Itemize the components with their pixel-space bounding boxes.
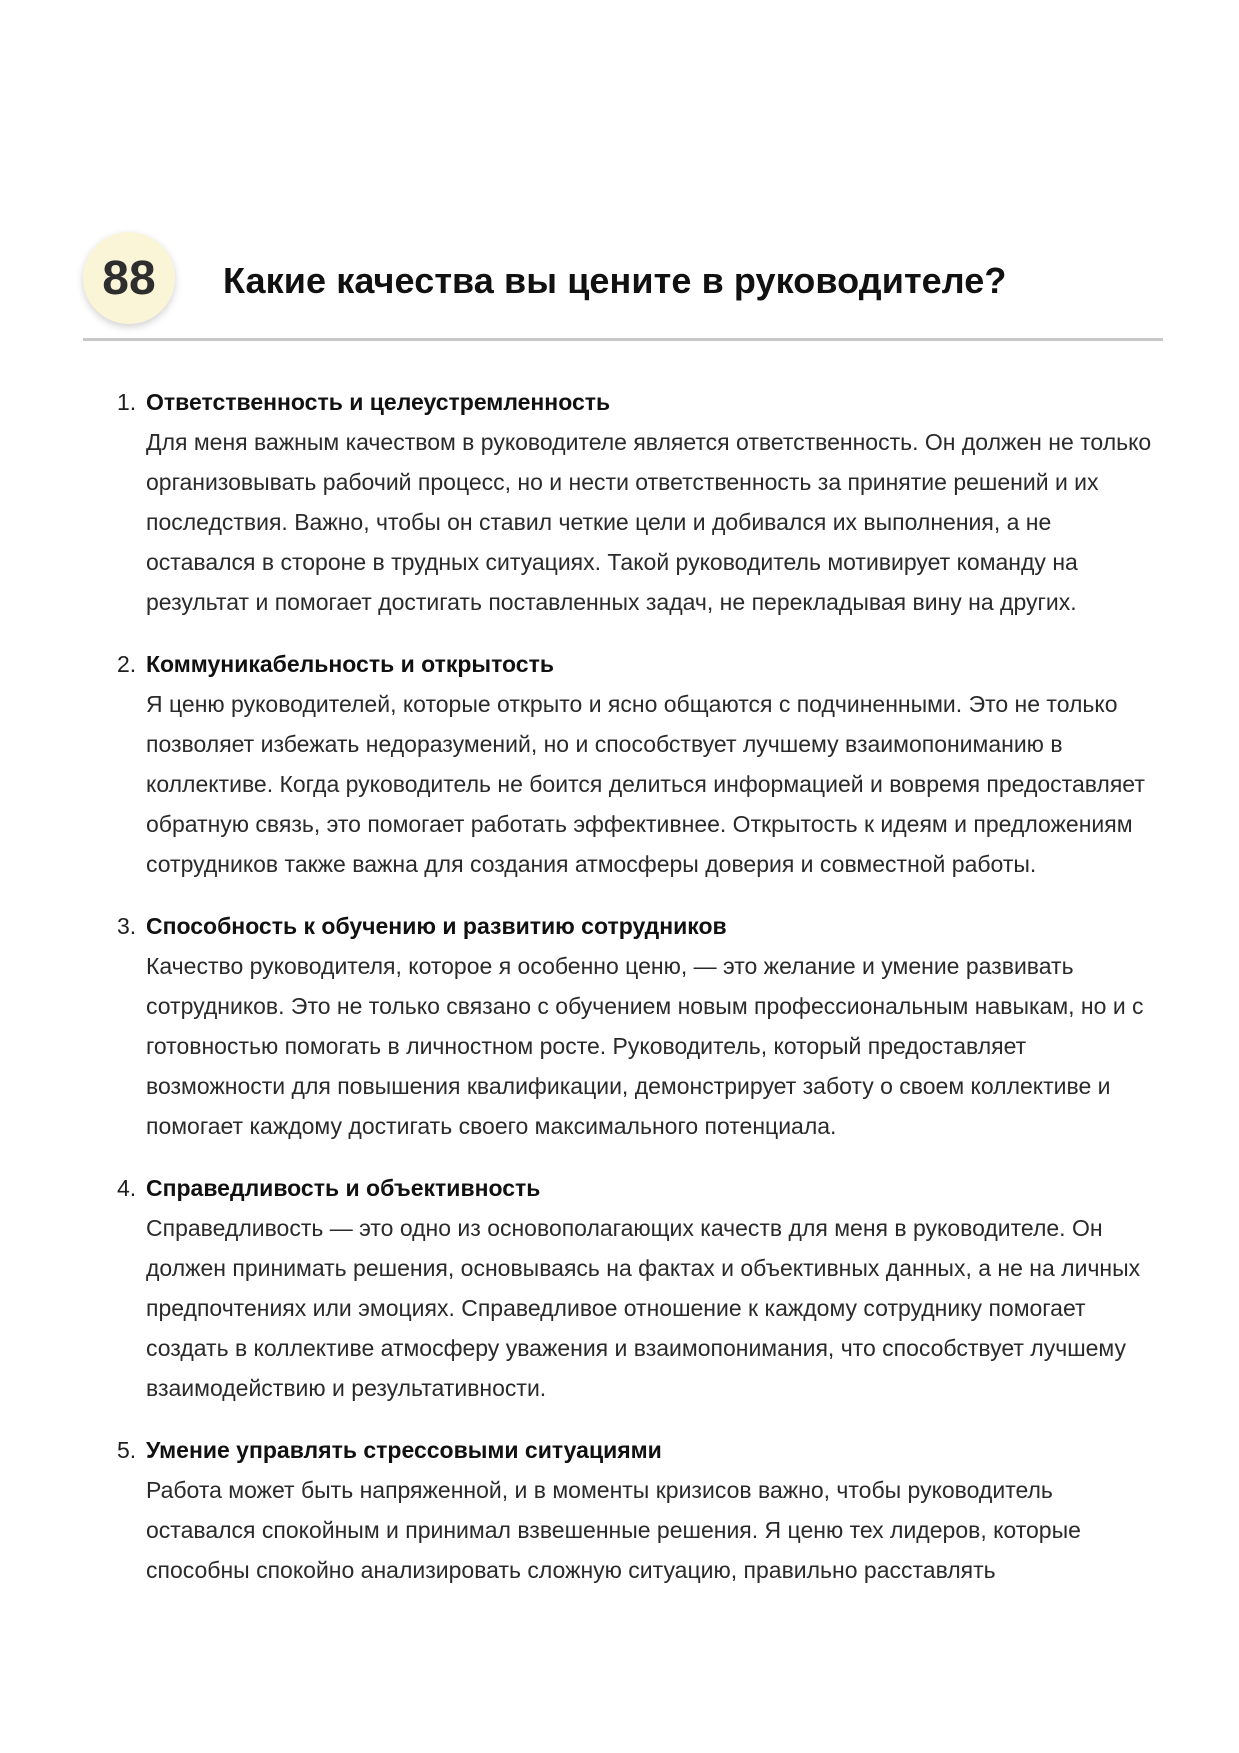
list-item-text: Справедливость — это одно из основополагающих качеств для меня в руководителе. Он должен принимать решения, основываясь на фактах и объективных данных, а не на личных предпочтениях или эмоциях. Справедливое отношение к каждому сотруднику помогает создать в коллективе атмосферу уважения и взаимопонимания, что способствует лучшему взаимодействию и результативности.: [146, 1215, 1141, 1401]
list-item-heading: Способность к обучению и развитию сотрудников: [146, 913, 727, 939]
page-title: Какие качества вы цените в руководителе?: [223, 260, 1007, 301]
list-item: [117, 1430, 1162, 1590]
list-item: [117, 906, 1162, 1146]
answer-list: [117, 382, 1162, 1612]
list-item-number: 5.: [117, 1437, 137, 1463]
list-item-heading: Коммуникабельность и открытость: [146, 651, 554, 677]
list-item: [117, 644, 1162, 884]
question-header: [83, 232, 1163, 341]
question-number-badge: 88: [83, 232, 175, 324]
list-item-text: Я ценю руководителей, которые открыто и ясно общаются с подчиненными. Это не только позволяет избежать недоразумений, но и способствует лучшему взаимопониманию в коллективе. Когда руководитель не боится делиться информацией и вовремя предоставляет обратную связь, это помогает работать эффективнее. Открытость к идеям и предложениям сотрудников также важна для создания атмосферы доверия и совместной работы.: [146, 691, 1145, 877]
list-item: [117, 1168, 1162, 1408]
list-item-text: Работа может быть напряженной, и в моменты кризисов важно, чтобы руководитель оставался спокойным и принимал взвешенные решения. Я ценю тех лидеров, которые способны спокойно анализировать сложную ситуацию, правильно расставлять: [146, 1477, 1081, 1583]
list-item-number: 2.: [117, 651, 137, 677]
list-item-heading: Справедливость и объективность: [146, 1175, 541, 1201]
list-item-number: 4.: [117, 1175, 137, 1201]
list-item: [117, 382, 1162, 622]
list-item-number: 1.: [117, 389, 137, 415]
list-item-text: Для меня важным качеством в руководителе является ответственность. Он должен не только организовывать рабочий процесс, но и нести ответственность за принятие решений и их последствия. Важно, чтобы он ставил четкие цели и добивался их выполнения, а не оставался в стороне в трудных ситуациях. Такой руководитель мотивирует команду на результат и помогает достигать поставленных задач, не перекладывая вину на других.: [146, 429, 1152, 615]
list-item-number: 3.: [117, 913, 137, 939]
list-item-heading: Умение управлять стрессовыми ситуациями: [146, 1437, 662, 1463]
list-item-heading: Ответственность и целеустремленность: [146, 389, 611, 415]
list-item-text: Качество руководителя, которое я особенно ценю, — это желание и умение развивать сотрудников. Это не только связано с обучением новым профессиональным навыкам, но и с готовностью помогать в личностном росте. Руководитель, который предоставляет возможности для повышения квалификации, демонстрирует заботу о своем коллективе и помогает каждому достигать своего максимального потенциала.: [146, 953, 1144, 1139]
